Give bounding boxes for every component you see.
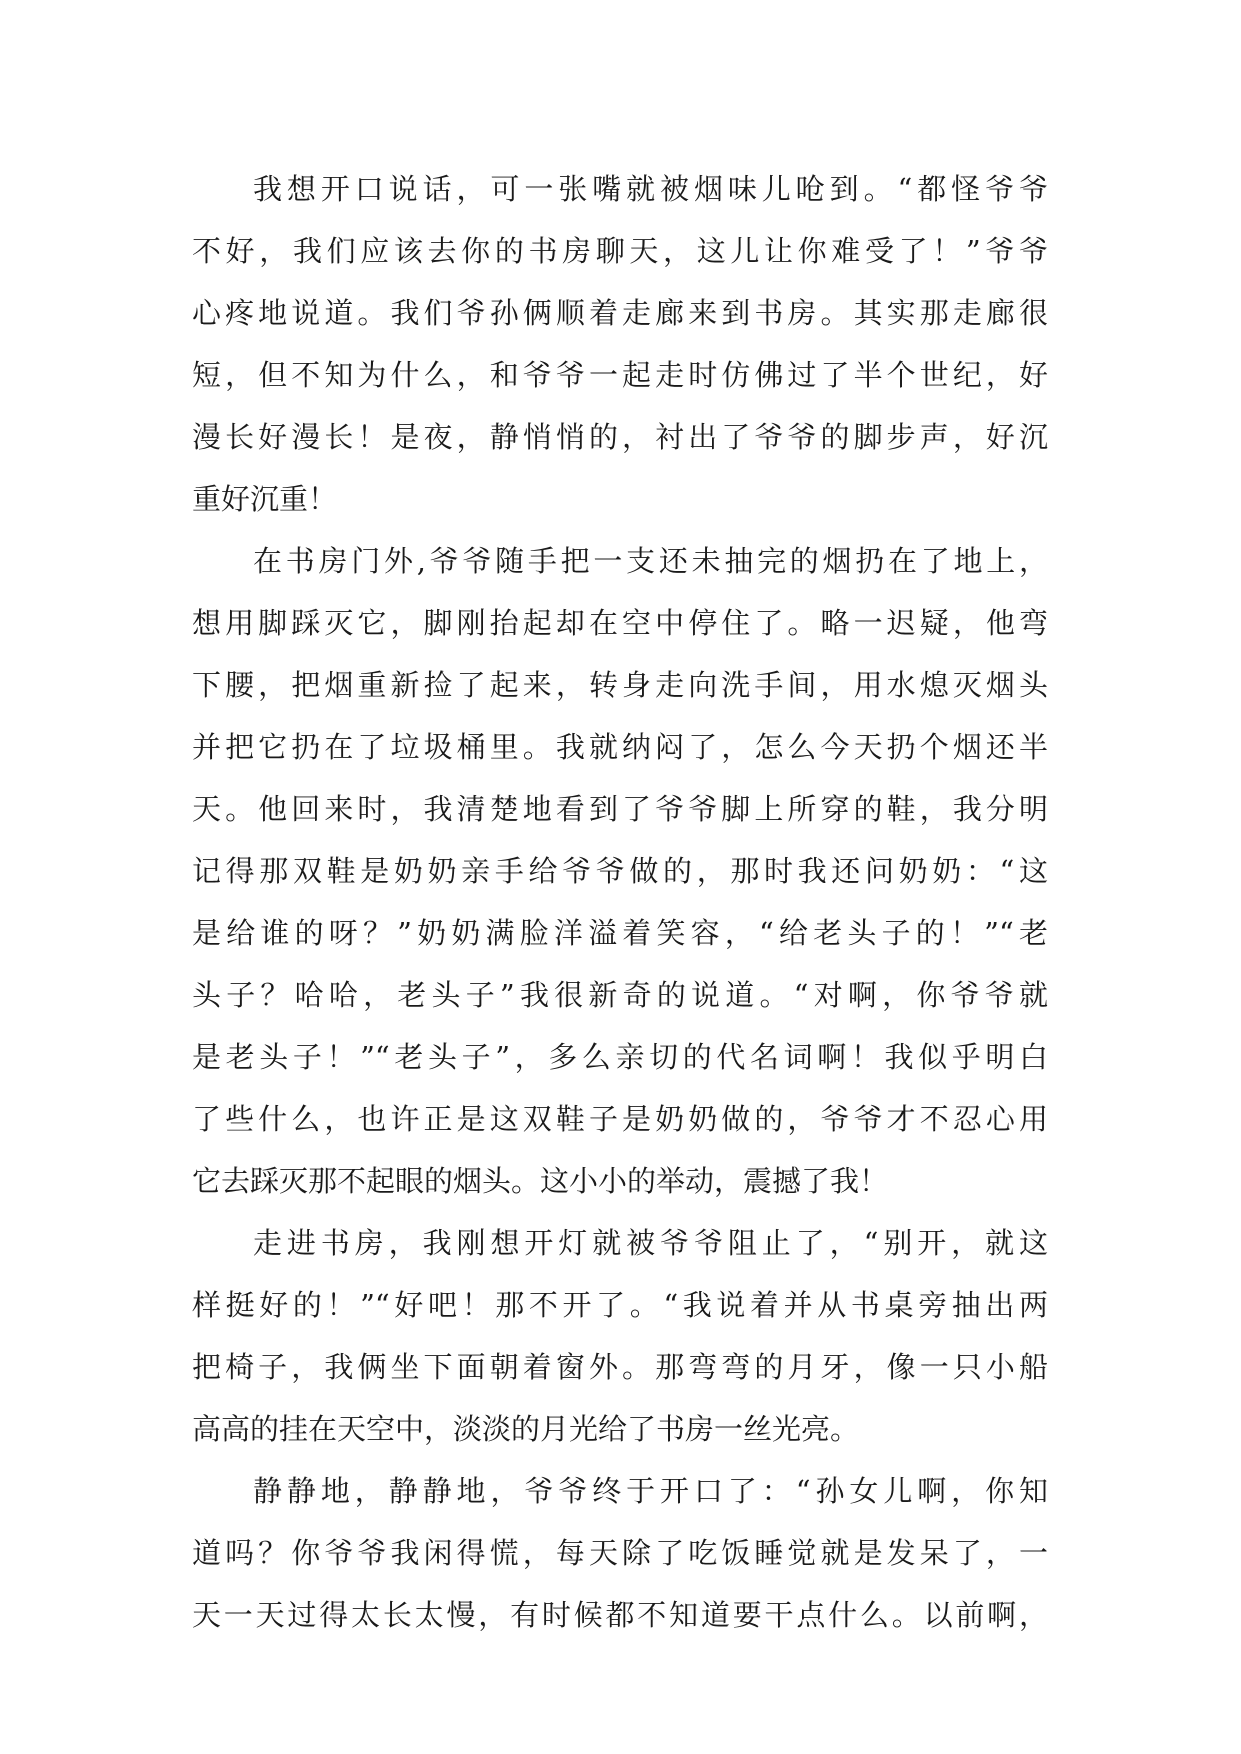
- text-line: 下腰，把烟重新捡了起来，转身走向洗手间，用水熄灭烟头: [192, 668, 1048, 702]
- text-line: 走进书房，我刚想开灯就被爷爷阻止了，“别开，就这: [253, 1226, 1048, 1260]
- text-line: 在书房门外,爷爷随手把一支还未抽完的烟扔在了地上，: [253, 544, 1048, 578]
- text-line: 头子？哈哈，老头子”我很新奇的说道。“对啊，你爷爷就: [192, 978, 1048, 1012]
- text-line: 是老头子！”“老头子”，多么亲切的代名词啊！我似乎明白: [192, 1040, 1048, 1074]
- text-line: 记得那双鞋是奶奶亲手给爷爷做的，那时我还问奶奶：“这: [192, 854, 1048, 888]
- text-line: 我想开口说话，可一张嘴就被烟味儿呛到。“都怪爷爷: [253, 172, 1048, 206]
- text-line: 高高的挂在天空中，淡淡的月光给了书房一丝光亮。: [192, 1412, 860, 1446]
- text-line: 它去踩灭那不起眼的烟头。这小小的举动，震撼了我！: [192, 1164, 889, 1198]
- text-line: 重好沉重！: [192, 482, 338, 516]
- paragraph: [192, 530, 1048, 1212]
- text-line: 是给谁的呀？”奶奶满脸洋溢着笑容，“给老头子的！”“老: [192, 916, 1048, 950]
- text-line: 道吗？你爷爷我闲得慌，每天除了吃饭睡觉就是发呆了，一: [192, 1536, 1048, 1570]
- text-line: 把椅子，我俩坐下面朝着窗外。那弯弯的月牙，像一只小船: [192, 1350, 1048, 1384]
- text-line: 短，但不知为什么，和爷爷一起走时仿佛过了半个世纪，好: [192, 358, 1048, 392]
- text-line: 天一天过得太长太慢，有时候都不知道要干点什么。以前啊，: [192, 1598, 1048, 1632]
- text-line: 了些什么，也许正是这双鞋子是奶奶做的，爷爷才不忍心用: [192, 1102, 1048, 1136]
- text-line: 并把它扔在了垃圾桶里。我就纳闷了，怎么今天扔个烟还半: [192, 730, 1048, 764]
- text-line: 静静地，静静地，爷爷终于开口了：“孙女儿啊，你知: [253, 1474, 1048, 1508]
- text-line: 样挺好的！”“好吧！那不开了。“我说着并从书桌旁抽出两: [192, 1288, 1048, 1322]
- text-line: 想用脚踩灭它，脚刚抬起却在空中停住了。略一迟疑，他弯: [192, 606, 1048, 640]
- paragraph: [192, 1212, 1048, 1460]
- body-text: [192, 158, 1048, 1646]
- text-line: 心疼地说道。我们爷孙俩顺着走廊来到书房。其实那走廊很: [192, 296, 1048, 330]
- text-line: 天。他回来时，我清楚地看到了爷爷脚上所穿的鞋，我分明: [192, 792, 1048, 826]
- paragraph: [192, 1460, 1048, 1646]
- text-line: 不好，我们应该去你的书房聊天，这儿让你难受了！”爷爷: [192, 234, 1048, 268]
- text-line: 漫长好漫长！是夜，静悄悄的，衬出了爷爷的脚步声，好沉: [192, 420, 1048, 454]
- paragraph: [192, 158, 1048, 530]
